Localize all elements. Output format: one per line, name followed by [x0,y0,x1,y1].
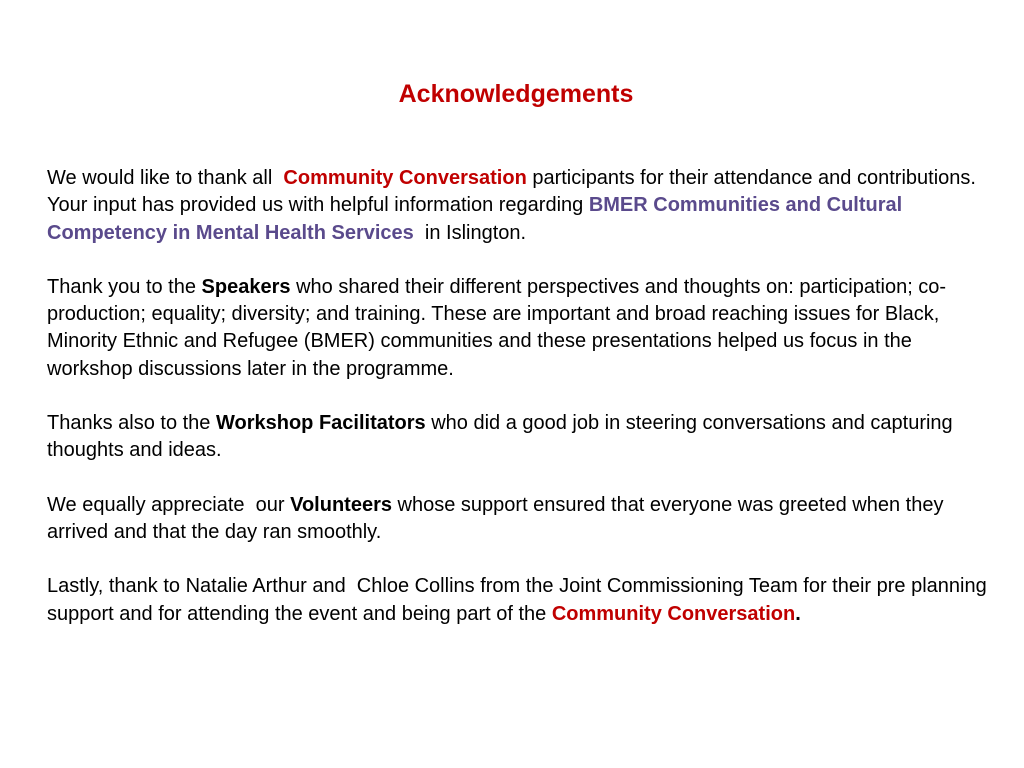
paragraph-speakers [47,274,992,383]
paragraph-participants [47,165,992,247]
paragraph-text: who shared their different perspectives and thoughts on: participation; co-production; equality; diversity; and training. These are important and broad reaching issues for Black, Minority Ethnic and Refugee (BMER) communities and these presentations helped us focus in the workshop discussions later in the programme. [47,275,947,380]
highlight-bmer-topic: BMER Communities and Cultural Competency in Mental Health Services [47,194,903,244]
paragraph-text: We would like to thank all [47,167,284,189]
highlight-community-conversation: Community Conversation [551,602,796,625]
highlight-community-conversation: Community Conversation [283,167,527,189]
paragraph-text: participants for their attendance and contributions. Your input has provided us with helpful information regarding [47,167,976,217]
paragraph-facilitators [47,410,992,465]
highlight-speakers: Speakers [201,275,291,298]
highlight-volunteers: Volunteers [290,493,392,516]
page-title: Acknowledgements [398,80,634,108]
paragraph-text: in Islington. [413,221,527,244]
paragraph-volunteers [47,492,992,547]
paragraph-end-period: . [795,602,801,625]
paragraph-text: who did a good job in steering conversations and capturing thoughts and ideas. [47,412,953,462]
paragraph-text: whose support ensured that everyone was greeted when they arrived and that the day ran smoothly. [47,493,944,543]
paragraph-text: Thanks also to the [47,412,216,435]
paragraph-text: Thank you to the [47,275,202,298]
paragraph-commissioning-team [47,573,992,628]
paragraph-text: Lastly, thank to Natalie Arthur and Chloe Collins from the Joint Commissioning Team for their pre planning support and for attending the event and being part of the [47,575,993,625]
acknowledgements-body [47,165,992,655]
paragraph-text: We equally appreciate our [47,493,291,516]
highlight-workshop-facilitators: Workshop Facilitators [215,412,426,435]
